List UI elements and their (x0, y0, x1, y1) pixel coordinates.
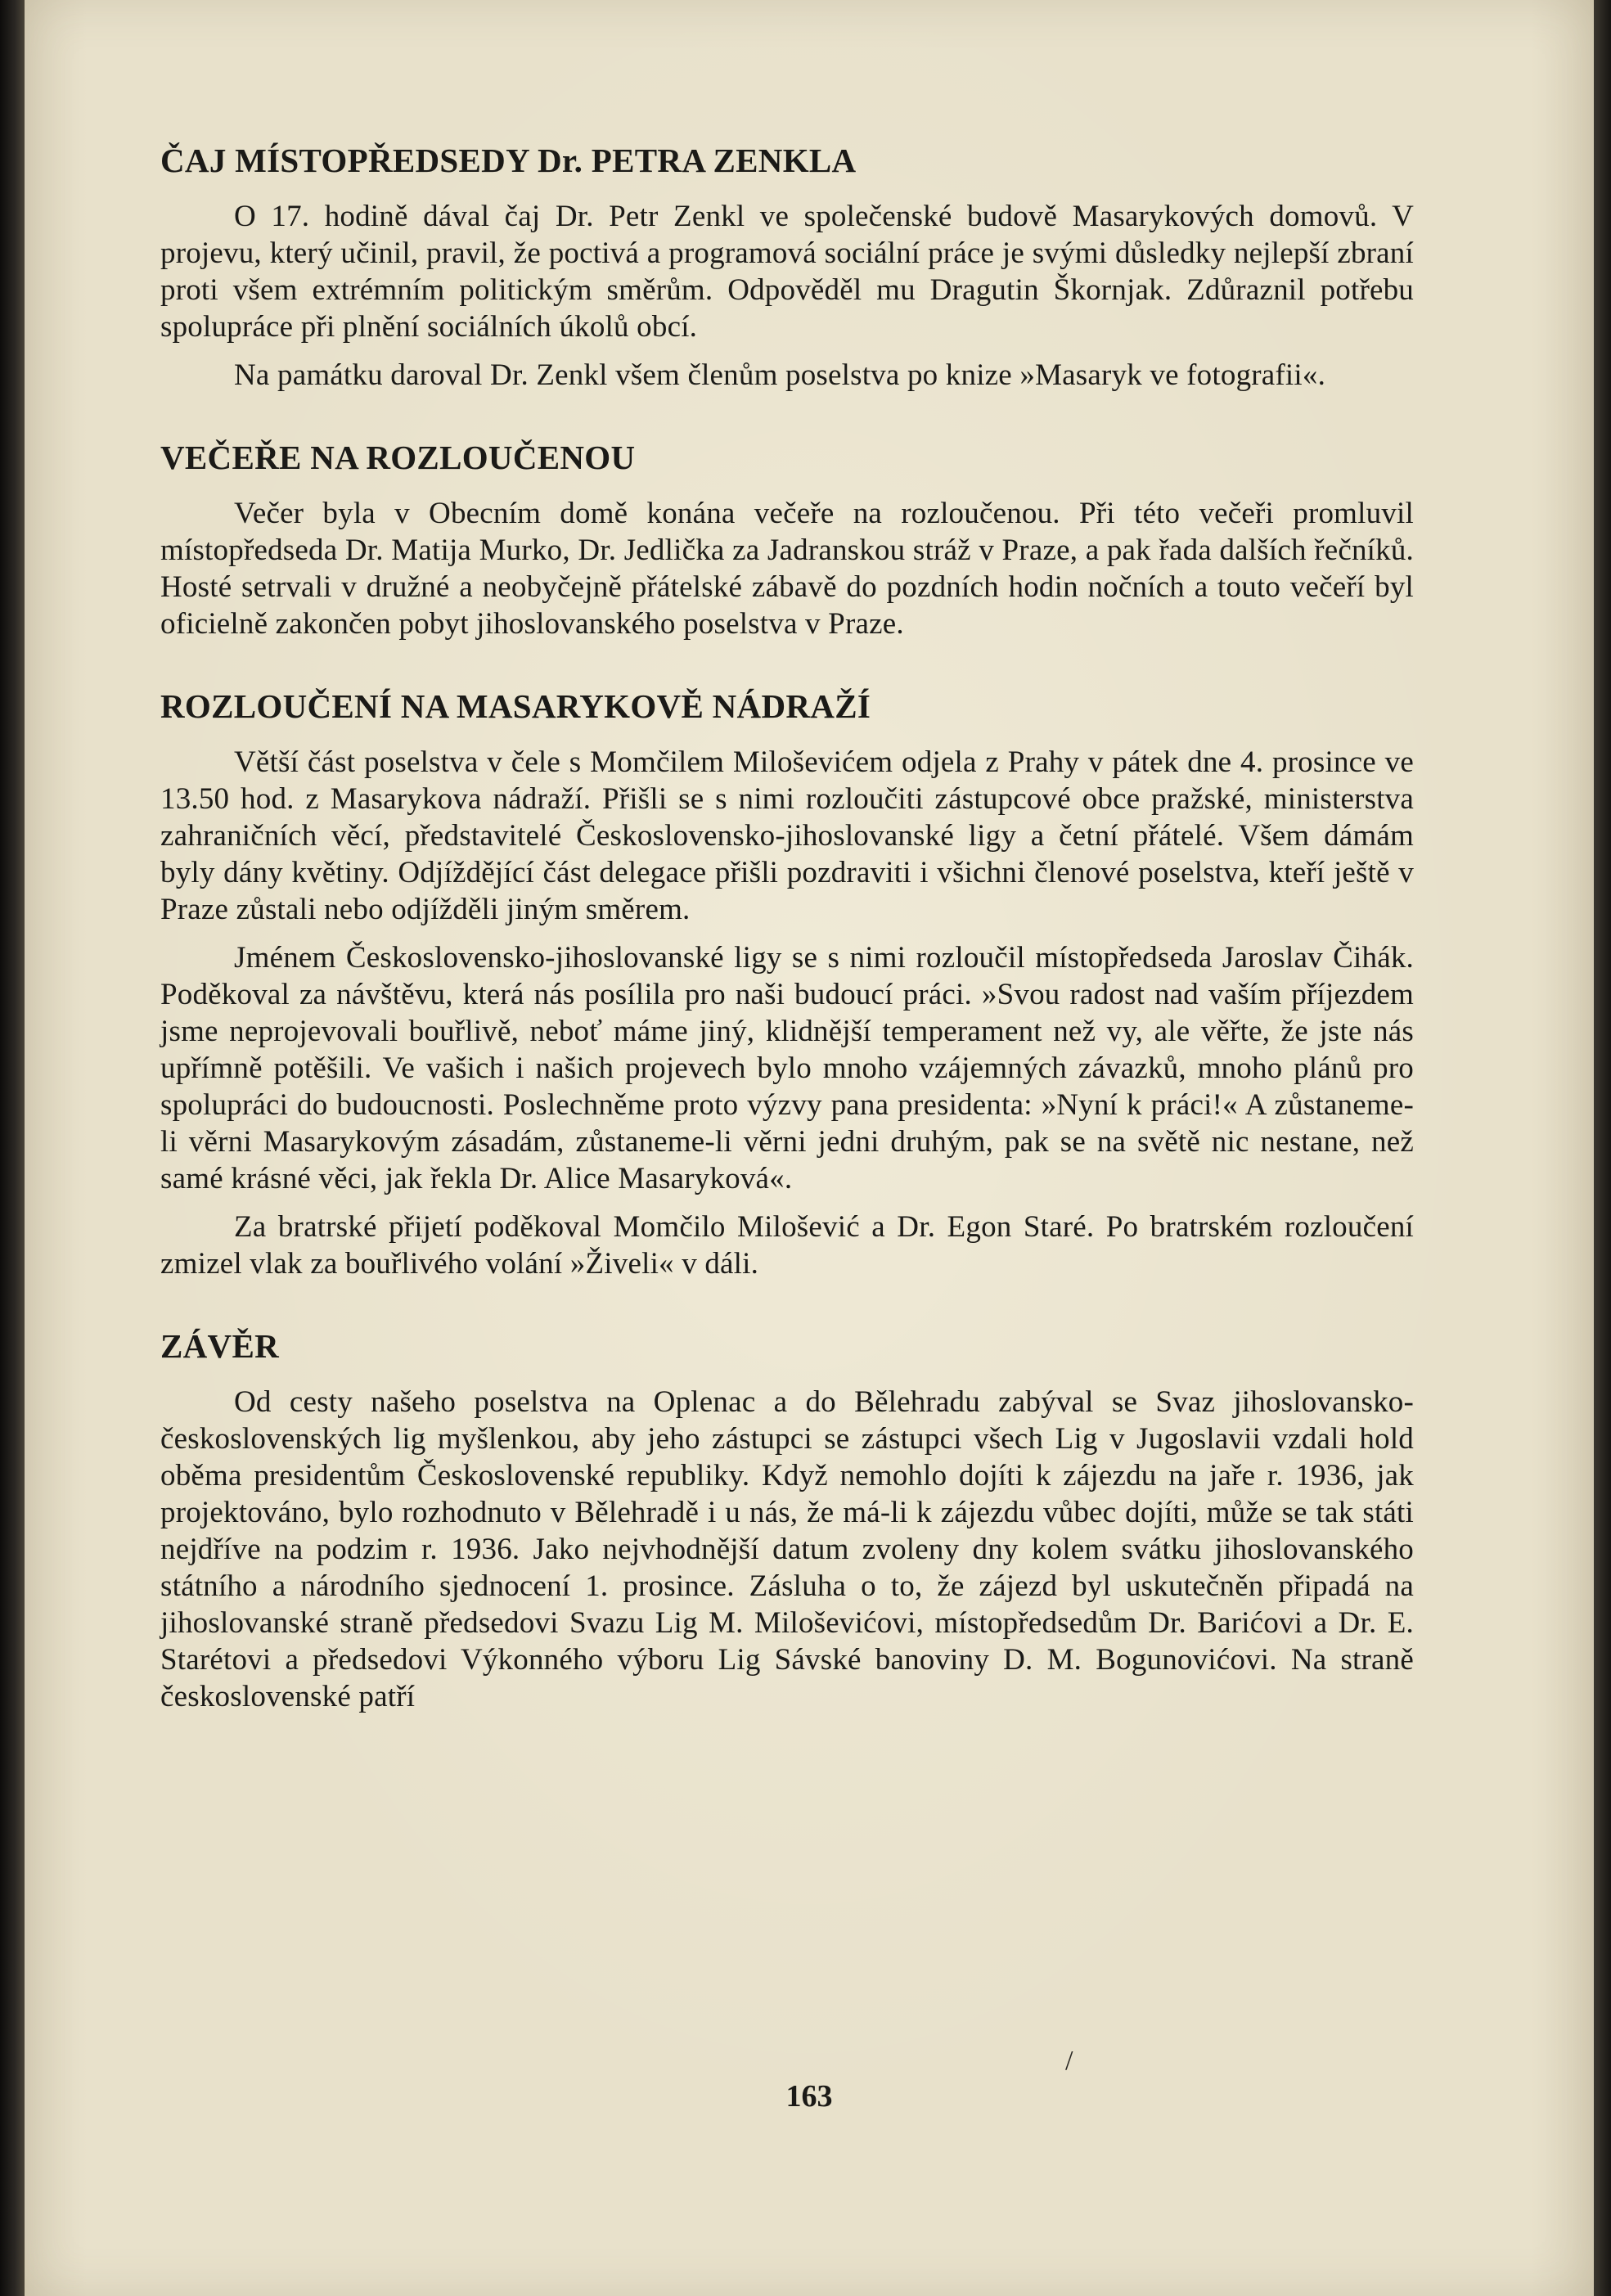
binding-edge (0, 0, 25, 2296)
section-spacer (160, 1294, 1414, 1325)
section-spacer (160, 654, 1414, 685)
section-caj (160, 139, 1414, 394)
paragraph: Na památku daroval Dr. Zenkl všem členům poselstva po knize »Masaryk ve fotografii«. (234, 358, 1326, 392)
section-heading: ROZLOUČENÍ NA MASARYKOVĚ NÁDRAŽÍ (160, 687, 871, 725)
paragraph: Za bratrské přijetí poděkoval Momčilo Milošević a Dr. Egon Staré. Po bratrském rozloučení zmizel vlak za bouřlivého volání »Živeli« v dáli. (160, 1210, 1414, 1281)
page-content (160, 139, 1414, 1727)
book-page (25, 0, 1594, 2296)
paragraph: Od cesty našeho poselstva na Oplenac a do Bělehradu zabýval se Svaz jihoslovansko-československých lig myšlenkou, aby jeho zástupci se zástupci všech Lig v Jugoslavii vzdali hold oběma presidentům Československé republiky. Když nemohlo dojíti k zájezdu na jaře r. 1936, jak projektováno, bylo rozhodnuto v Bělehradě i u nás, že má-li k zájezdu vůbec dojíti, může se tak státi nejdříve na podzim r. 1936. Jako nejvhodnější datum zvoleny dny kolem svátku jihoslovanského státního a národního sjednocení 1. prosince. Zásluha o to, že zájezd byl uskutečněn připadá na jihoslovanské straně předsedovi Svazu Lig M. Miloševićovi, místopředsedům Dr. Barićovi a Dr. E. Starétovi a předsedovi Výkonného výboru Lig Sávské banoviny D. M. Bogunovićovi. Na straně československé patří (160, 1385, 1414, 1713)
paragraph: Jménem Československo-jihoslovanské ligy se s nimi rozloučil místopředseda Jaroslav Čihák. Poděkoval za návštěvu, která nás posílila pro naši budoucí práci. »Svou radost nad vaším příjezdem jsme neprojevovali bouřlivě, neboť máme jiný, klidnější temperament než vy, ale věřte, že jste nás upřímně potěšili. Ve vašich i našich projevech bylo mnoho vzájemných závazků, mnoho plánů pro spolupráci do budoucnosti. Poslechněme proto výzvy pana presidenta: »Nyní k práci!« A zůstaneme-li věrni Masarykovým zásadám, zůstaneme-li věrni jedni druhým, pak se na světě nic nestane, než samé krásné věci, jak řekla Dr. Alice Masaryková«. (160, 941, 1414, 1195)
section-heading: ZÁVĚR (160, 1327, 280, 1365)
paragraph: Větší část poselstva v čele s Momčilem Miloševićem odjela z Prahy v pátek dne 4. prosince ve 13.50 hod. z Masarykova nádraží. Přišli se s nimi rozloučiti zástupcové obce pražské, ministerstva zahraničních věcí, představitelé Československo-jihoslovanské ligy a četní přátelé. Všem dámám byly dány květiny. Odjíždějící část delegace přišli pozdraviti i všichni členové poselstva, kteří ještě v Praze zůstali nebo odjížděli jiným směrem. (160, 745, 1414, 926)
paragraph: Večer byla v Obecním domě konána večeře na rozloučenou. Při této večeři promluvil místopředseda Dr. Matija Murko, Dr. Jedlička za Jadranskou stráž v Praze, a pak řada dalších řečníků. Hosté setrvali v družné a neobyčejně přátelské zábavě do pozdních hodin nočních a touto večeří byl oficielně zakončen pobyt jihoslovanského poselstva v Praze. (160, 497, 1414, 641)
page-number: 163 (785, 2079, 833, 2114)
section-heading: VEČEŘE NA ROZLOUČENOU (160, 439, 636, 476)
section-spacer (160, 405, 1414, 436)
section-heading: ČAJ MÍSTOPŘEDSEDY Dr. PETRA ZENKLA (160, 142, 857, 179)
pencil-mark: / (1065, 2046, 1073, 2076)
section-rozlouceni (160, 685, 1414, 1282)
paragraph: O 17. hodině dával čaj Dr. Petr Zenkl ve společenské budově Masarykových domovů. V projevu, který učinil, pravil, že poctivá a programová sociální práce je svými důsledky nejlepší zbraní proti všem extrémním politickým směrům. Odpověděl mu Dragutin Škornjak. Zdůraznil potřebu spolupráce při plnění sociálních úkolů obcí. (160, 200, 1414, 344)
right-edge (1594, 0, 1611, 2296)
section-zaver (160, 1325, 1414, 1715)
section-vecere (160, 436, 1414, 642)
